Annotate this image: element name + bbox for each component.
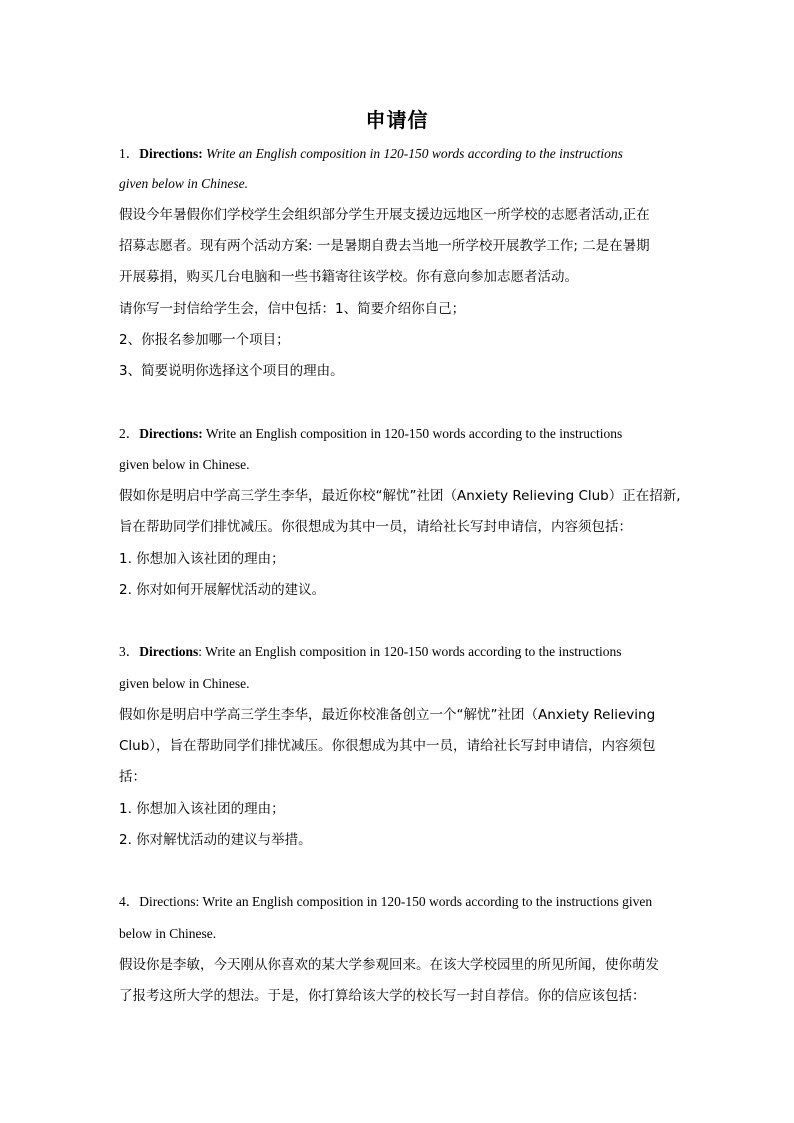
q1-directions-line2: given below in Chinese. <box>119 176 248 191</box>
q2-paragraph-line: 假如你是明启中学高三学生李华，最近你校“解忧”社团（Anxiety Relieving Club）正在招新, <box>119 488 681 504</box>
q3-directions-text: : Write an English composition in 120-150 words according to the instructions <box>198 644 622 659</box>
q3-directions-label: Directions <box>139 644 199 659</box>
page-title: 申请信 <box>365 108 429 132</box>
q2-directions-label: Directions: <box>139 426 203 441</box>
q4-directions-text: Directions: Write an English composition in 120-150 words according to the instructions given <box>139 894 653 909</box>
q2-list-item: 2. 你对如何开展解忧活动的建议。 <box>119 582 326 598</box>
q4-directions-line <box>119 892 699 912</box>
q2-directions-text: Write an English composition in 120-150 words according to the instructions <box>202 426 623 441</box>
q3-list-item: 1. 你想加入该社团的理由； <box>119 801 285 817</box>
q1-list-item: 2、你报名参加哪一个项目； <box>119 332 290 348</box>
q1-number: 1． <box>119 146 140 161</box>
q1-paragraph-line: 开展募捐，购买几台电脑和一些书籍寄往该学校。你有意向参加志愿者活动。 <box>119 269 578 285</box>
q4-directions-line2: below in Chinese. <box>119 926 217 941</box>
q3-paragraph-line: 括： <box>119 769 146 785</box>
q2-number: 2． <box>119 426 140 441</box>
q3-directions-line2: given below in Chinese. <box>119 676 250 691</box>
q2-list-item: 1. 你想加入该社团的理由； <box>119 551 285 567</box>
q3-list-item: 2. 你对解忧活动的建议与举措。 <box>119 832 312 848</box>
q1-paragraph-line: 请你写一封信给学生会，信中包括：1、简要介绍你自己； <box>119 301 466 317</box>
q2-directions-line2: given below in Chinese. <box>119 457 250 472</box>
q1-directions-line <box>119 144 699 164</box>
q1-list-item: 3、简要说明你选择这个项目的理由。 <box>119 363 344 379</box>
q3-directions-line <box>119 642 699 662</box>
q4-number: 4． <box>119 894 140 909</box>
q2-directions-line <box>119 424 699 444</box>
q3-paragraph-line: 假如你是明启中学高三学生李华，最近你校准备创立一个“解忧”社团（Anxiety Relieving <box>119 707 656 723</box>
q2-paragraph-line: 旨在帮助同学们排忧减压。你很想成为其中一员，请给社长写封申请信，内容须包括： <box>119 519 632 535</box>
q4-paragraph-line: 假设你是李敏，今天刚从你喜欢的某大学参观回来。在该大学校园里的所见所闻，使你萌发 <box>119 957 659 973</box>
q1-paragraph-line: 招募志愿者。现有两个活动方案: 一是暑期自费去当地一所学校开展教学工作; 二是在暑期 <box>119 238 650 254</box>
q1-directions-text: Write an English composition in 120-150 words according to the instructions <box>202 146 623 161</box>
q4-paragraph-line: 了报考这所大学的想法。于是，你打算给该大学的校长写一封自荐信。你的信应该包括： <box>119 988 646 1004</box>
q1-paragraph-line: 假设今年暑假你们学校学生会组织部分学生开展支援边远地区一所学校的志愿者活动,正在 <box>119 207 650 223</box>
q1-directions-label: Directions: <box>139 146 203 161</box>
q3-number: 3． <box>119 644 140 659</box>
q3-paragraph-line: Club），旨在帮助同学们排忧减压。你很想成为其中一员，请给社长写封申请信，内容须包 <box>119 738 656 754</box>
